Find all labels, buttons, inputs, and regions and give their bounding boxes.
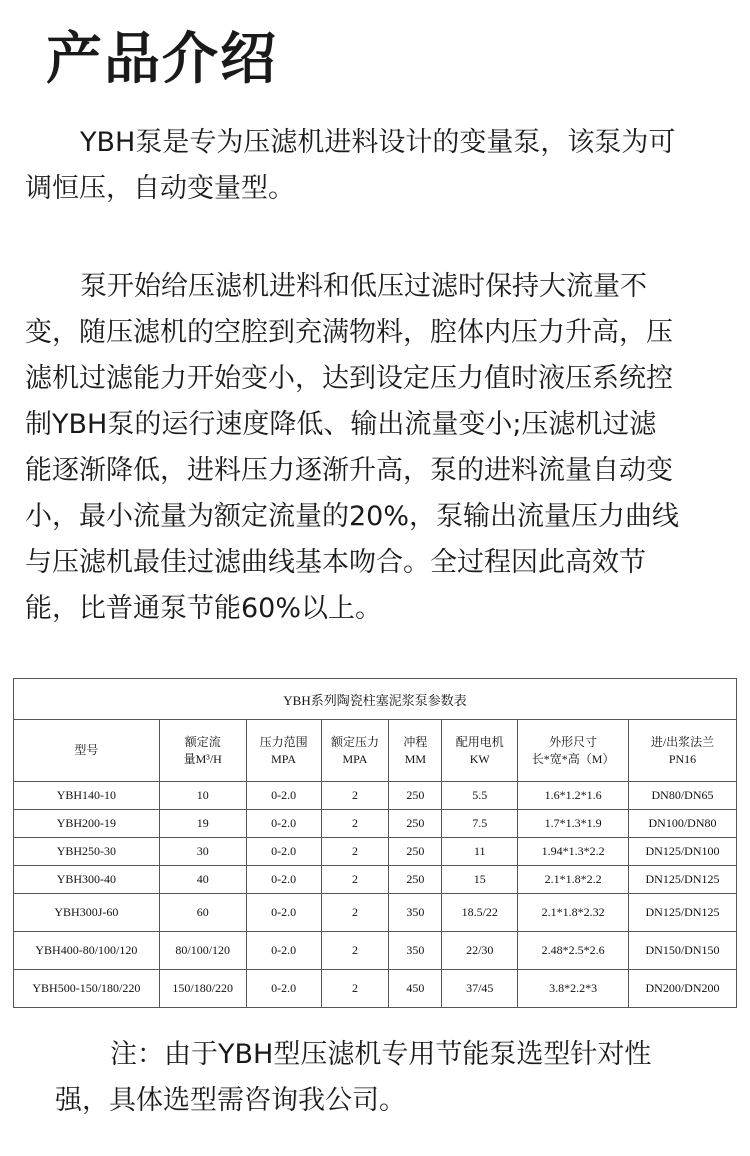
text-line: 能逐渐降低，进料压力逐渐升高，泵的进料流量自动变 [25, 455, 673, 486]
table-cell: 0-2.0 [246, 810, 321, 838]
text-line: 变，随压滤机的空腔到充满物料，腔体内压力升高，压 [25, 317, 673, 348]
column-header [389, 720, 442, 782]
header-text: MM [404, 751, 427, 766]
table-cell: 0-2.0 [246, 866, 321, 894]
table-cell: 2.1*1.8*2.2 [518, 866, 629, 894]
table-row [14, 782, 737, 810]
column-header [442, 720, 518, 782]
table-cell: DN80/DN65 [629, 782, 737, 810]
table-cell: 2 [321, 894, 389, 932]
text-line: 调恒压，自动变量型。 [25, 173, 295, 204]
table-cell: 250 [389, 866, 442, 894]
table-cell: 0-2.0 [246, 782, 321, 810]
table-cell: DN100/DN80 [629, 810, 737, 838]
header-text: 量M³/H [183, 751, 222, 766]
page-title: 产品介绍 [46, 27, 278, 92]
table-cell: 2.1*1.8*2.32 [518, 894, 629, 932]
table-cell: YBH300J-60 [14, 894, 160, 932]
table-cell: 250 [389, 838, 442, 866]
table-cell: 450 [389, 970, 442, 1008]
note-paragraph [25, 1032, 651, 1124]
table-cell: DN125/DN100 [629, 838, 737, 866]
text-line: 能，比普通泵节能60%以上。 [25, 593, 383, 624]
table-cell: YBH500-150/180/220 [14, 970, 160, 1008]
table-cell: 350 [389, 932, 442, 970]
text-line: 制YBH泵的运行速度降低、输出流量变小;压滤机过滤 [25, 409, 657, 440]
header-text: 配用电机 [455, 734, 504, 749]
table-cell: DN150/DN150 [629, 932, 737, 970]
table-cell: 60 [159, 894, 246, 932]
table-cell: 22/30 [442, 932, 518, 970]
text-line: 小，最小流量为额定流量的20%，泵输出流量压力曲线 [25, 501, 680, 532]
table-cell: 2.48*2.5*2.6 [518, 932, 629, 970]
table-cell: 350 [389, 894, 442, 932]
header-text: PN16 [668, 751, 697, 766]
column-header [518, 720, 629, 782]
table-row [14, 866, 737, 894]
table-cell: 80/100/120 [159, 932, 246, 970]
header-text: KW [469, 751, 490, 766]
text-line: 泵开始给压滤机进料和低压过滤时保持大流量不 [80, 271, 647, 302]
table-cell: YBH400-80/100/120 [14, 932, 160, 970]
table-row [14, 838, 737, 866]
column-header [14, 720, 160, 782]
table-cell: 1.7*1.3*1.9 [518, 810, 629, 838]
table-cell: 30 [159, 838, 246, 866]
table-cell: YBH200-19 [14, 810, 160, 838]
text-line: YBH泵是专为压滤机进料设计的变量泵，该泵为可 [80, 127, 676, 158]
table-cell: 11 [442, 838, 518, 866]
header-text: 额定流 [184, 734, 221, 749]
text-line: 滤机过滤能力开始变小，达到设定压力值时液压系统控 [25, 363, 673, 394]
table-cell: 2 [321, 932, 389, 970]
header-text: 进/出浆法兰 [650, 734, 715, 749]
table-cell: YBH250-30 [14, 838, 160, 866]
header-text: 额定压力 [330, 734, 379, 749]
header-text: 型号 [74, 743, 99, 757]
header-text: 冲程 [403, 734, 428, 749]
table-cell: 2 [321, 782, 389, 810]
table-cell: 250 [389, 782, 442, 810]
header-text: 长*宽*高（M） [531, 751, 615, 766]
table-cell: 3.8*2.2*3 [518, 970, 629, 1008]
table-cell: DN200/DN200 [629, 970, 737, 1008]
column-header [159, 720, 246, 782]
column-header [321, 720, 389, 782]
column-header [629, 720, 737, 782]
table-row [14, 932, 737, 970]
table-cell: 0-2.0 [246, 894, 321, 932]
table-cell: 0-2.0 [246, 838, 321, 866]
table-cell: 18.5/22 [442, 894, 518, 932]
table-cell: 250 [389, 810, 442, 838]
intro-paragraph [25, 120, 675, 212]
table-cell: 15 [442, 866, 518, 894]
table-row [14, 810, 737, 838]
header-text: MPA [271, 751, 297, 766]
text-line: 与压滤机最佳过滤曲线基本吻合。全过程因此高效节 [25, 547, 646, 578]
table-cell: 1.6*1.2*1.6 [518, 782, 629, 810]
table-cell: 2 [321, 866, 389, 894]
table-cell: 0-2.0 [246, 932, 321, 970]
table-cell: 37/45 [442, 970, 518, 1008]
header-text: 压力范围 [259, 734, 308, 749]
column-header [246, 720, 321, 782]
table-cell: 0-2.0 [246, 970, 321, 1008]
table-row [14, 970, 737, 1008]
table-header-row [14, 720, 737, 782]
table-cell: 150/180/220 [159, 970, 246, 1008]
table-cell: 5.5 [442, 782, 518, 810]
table-cell: 2 [321, 810, 389, 838]
table-cell: YBH300-40 [14, 866, 160, 894]
table-cell: YBH140-10 [14, 782, 160, 810]
parameter-table [13, 678, 737, 1008]
table-cell: 7.5 [442, 810, 518, 838]
table-cell: 2 [321, 970, 389, 1008]
header-text: 外形尺寸 [549, 734, 598, 749]
table-cell: DN125/DN125 [629, 894, 737, 932]
description-paragraph [25, 264, 679, 632]
table-cell: 1.94*1.3*2.2 [518, 838, 629, 866]
text-line: 强，具体选型需咨询我公司。 [55, 1085, 406, 1116]
table-cell: DN125/DN125 [629, 866, 737, 894]
table-cell: 19 [159, 810, 246, 838]
table-cell: 40 [159, 866, 246, 894]
table-row [14, 894, 737, 932]
table-cell: 2 [321, 838, 389, 866]
table-cell: 10 [159, 782, 246, 810]
text-line: 注：由于YBH型压滤机专用节能泵选型针对性 [110, 1039, 652, 1070]
header-text: MPA [342, 751, 368, 766]
table-caption: YBH系列陶瓷柱塞泥浆泵参数表 [14, 679, 737, 720]
